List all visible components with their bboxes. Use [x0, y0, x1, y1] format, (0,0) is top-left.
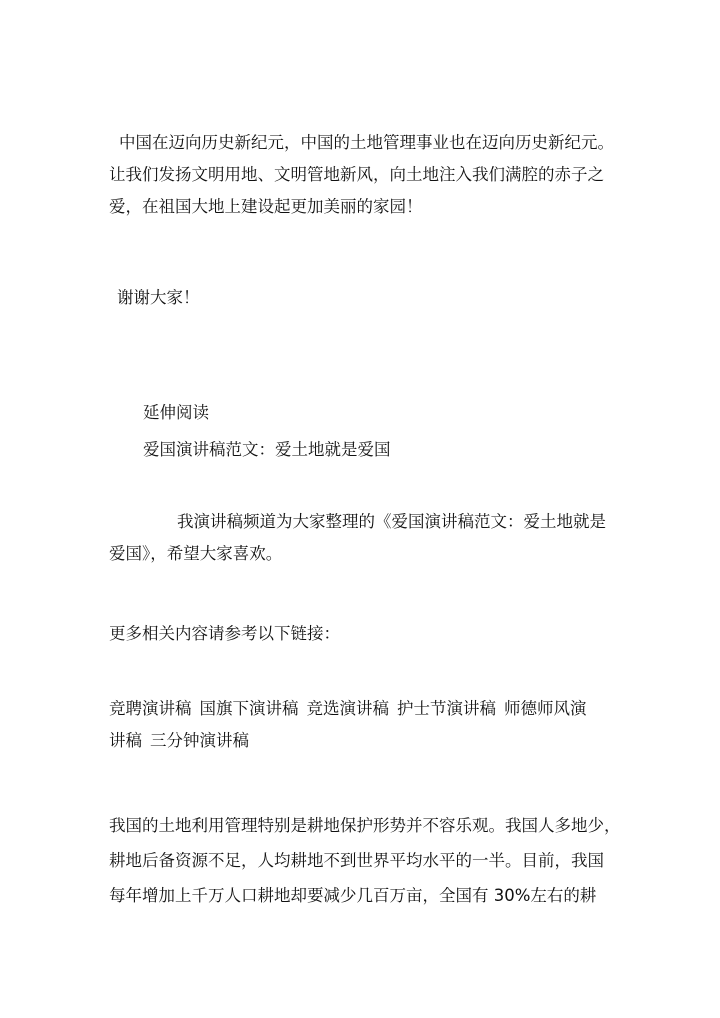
text-line: 让我们发扬文明用地、文明管地新风，向土地注入我们满腔的赤子之 — [109, 165, 604, 184]
text-line: 爱，在祖国大地上建设起更加美丽的家园！ — [109, 197, 423, 216]
link-nurses-day-speech[interactable]: 护士节演讲稿 — [397, 699, 496, 718]
intro-paragraph — [109, 506, 621, 570]
body-paragraph — [109, 808, 621, 913]
link-teacher-ethics-speech[interactable]: 师德师风演 — [504, 699, 587, 718]
text-line: 耕地后备资源不足，人均耕地不到世界平均水平的一半。目前，我国 — [109, 851, 604, 870]
text-line: 我演讲稿频道为大家整理的《爱国演讲稿范文：爱土地就是 — [177, 512, 606, 531]
text-line: 爱国》，希望大家喜欢。 — [109, 544, 283, 563]
extended-reading-heading: 延伸阅读 — [143, 403, 209, 422]
text-line: 每年增加上千万人口耕地却要减少几百万亩，全国有 30%左右的耕 — [109, 886, 597, 905]
more-links-label: 更多相关内容请参考以下链接： — [109, 624, 340, 643]
link-flag-speech[interactable]: 国旗下演讲稿 — [199, 699, 299, 718]
closing-paragraph — [109, 127, 621, 223]
extended-reading-title: 爱国演讲稿范文：爱土地就是爱国 — [143, 440, 391, 459]
related-links — [109, 693, 621, 757]
text-line: 我国的土地利用管理特别是耕地保护形势并不容乐观。我国人多地少， — [109, 816, 621, 835]
link-election-speech[interactable]: 竞选演讲稿 — [306, 699, 389, 718]
link-teacher-ethics-speech-cont[interactable]: 讲稿 — [109, 731, 142, 750]
link-campaign-speech[interactable]: 竞聘演讲稿 — [109, 699, 192, 718]
link-three-minute-speech[interactable]: 三分钟演讲稿 — [150, 731, 249, 750]
thanks-line: 谢谢大家！ — [117, 288, 200, 307]
extended-reading-block — [143, 394, 655, 468]
text-line: 中国在迈向历史新纪元，中国的土地管理事业也在迈向历史新纪元。 — [119, 133, 614, 152]
